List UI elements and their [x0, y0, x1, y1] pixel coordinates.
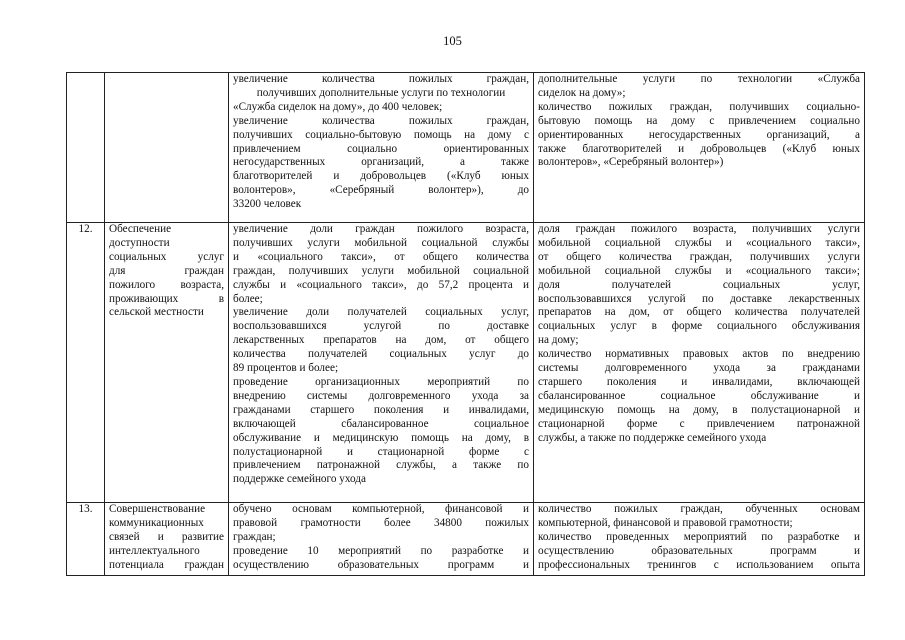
- cell-text-line: осуществлению образовательных программ и: [233, 558, 529, 571]
- cell-text-line: и «социального такси», от общего количества: [233, 250, 529, 263]
- cell-text-line: Совершенствование: [109, 503, 206, 515]
- cell-text-line: компьютерной, финансовой и правовой грамотности;: [538, 516, 793, 529]
- cell-text-line: коммуникационных: [109, 516, 204, 529]
- cell-text-line: увеличение доли граждан пожилого возраста,: [233, 223, 529, 235]
- cell-text-line: количество проведенных мероприятий по разработке и: [538, 530, 860, 543]
- cell-text-line: осуществлению образовательных программ и: [538, 544, 860, 557]
- cell-text-line: мобильной социальной службы и «социального такси»;: [538, 264, 860, 277]
- cell-text-line: полустационарной и стационарной форме с: [233, 445, 529, 458]
- cell-text-line: волонтеров», «Серебряный волонтер»): [538, 156, 724, 169]
- cell-text-line: проживающих в: [109, 292, 224, 305]
- cell-text-line: включающей сбалансированное социальное: [233, 417, 529, 430]
- cell-text-line: профессиональных тренингов с использованием опыта: [538, 558, 860, 571]
- indicators-cell: [534, 503, 865, 576]
- target-indicators-cell: [229, 223, 534, 503]
- cell-text-line: количество пожилых граждан, обученных основам: [538, 503, 860, 515]
- direction-cell: [105, 503, 229, 576]
- direction-cell: [105, 223, 229, 503]
- cell-text-line: медицинскую помощь на дому, в полустационарной и: [538, 403, 860, 416]
- cell-text-line: количество пожилых граждан, получивших социально-: [538, 100, 860, 113]
- cell-text-line: лекарственных препаратов на дом, от общего: [233, 334, 529, 347]
- cell-text-line: службы, а также по поддержке семейного ухода: [538, 431, 767, 444]
- cell-text-line: службы и «социального такси», до 57,2 процента и: [233, 278, 529, 291]
- cell-text-line: привлечением патронажной службы, а также по: [233, 459, 529, 472]
- cell-text-line: пожилого возраста,: [109, 278, 224, 291]
- cell-text-line: получивших услуги мобильной социальной службы: [233, 236, 529, 249]
- cell-text-line: препаратов на дом, от общего количества получателей: [538, 306, 860, 319]
- table-row: [67, 503, 865, 576]
- cell-text-line: мобильной социальной службы и «социального такси»,: [538, 236, 860, 249]
- cell-text-line: для граждан: [109, 264, 224, 277]
- direction-cell: [105, 73, 229, 223]
- cell-text-line: граждан, получивших услуги мобильной социальной: [233, 264, 529, 277]
- cell-text-line: увеличение количества пожилых граждан,: [233, 73, 529, 85]
- cell-text-line: волонтеров», «Серебряный волонтер»), до: [233, 184, 529, 197]
- cell-text-line: привлечением социально ориентированных: [233, 142, 529, 155]
- indicators-cell: [534, 223, 865, 503]
- cell-text-line: Обеспечение: [109, 223, 172, 235]
- cell-text-line: сбалансированное социальное обслуживание и: [538, 389, 860, 402]
- cell-text-line: бытовую помощь на дому с привлечением социально: [538, 114, 860, 127]
- cell-text-line: количества получателей социальных услуг до: [233, 348, 529, 361]
- cell-text-line: увеличение количества пожилых граждан,: [233, 114, 529, 127]
- cell-text-line: благотворителей и добровольцев («Клуб юных: [233, 170, 529, 183]
- row-number-cell: 12.: [67, 223, 105, 503]
- cell-text-line: доля граждан пожилого возраста, получивших услуги: [538, 223, 860, 235]
- cell-text-line: доля получателей социальных услуг,: [538, 278, 860, 291]
- cell-text-line: «Служба сиделок на дому», до 400 человек;: [233, 100, 443, 113]
- table-row: [67, 223, 865, 503]
- cell-text-line: доступности: [109, 236, 170, 249]
- indicators-cell: [534, 73, 865, 223]
- cell-text-line: проведение 10 мероприятий по разработке и: [233, 544, 529, 557]
- cell-text-line: старшего поколения и инвалидами, включающей: [538, 375, 860, 388]
- cell-text-line: поддержке семейного ухода: [233, 473, 366, 486]
- table-row: [67, 73, 865, 223]
- cell-text-line: внедрению системы долговременного ухода за: [233, 389, 529, 402]
- target-indicators-cell: [229, 73, 534, 223]
- cell-text-line: более;: [233, 292, 263, 305]
- cell-text-line: стационарной форме с привлечением патронажной: [538, 417, 860, 430]
- cell-text-line: проведение организационных мероприятий по: [233, 375, 529, 388]
- cell-text-line: увеличение доли получателей социальных услуг,: [233, 306, 529, 319]
- cell-text-line: также благотворителей и добровольцев («Клуб юных: [538, 142, 860, 155]
- cell-text-line: воспользовавшихся услугой по доставке лекарственных: [538, 292, 860, 305]
- cell-text-line: негосударственных организаций, а также: [233, 156, 529, 169]
- cell-text-line: интеллектуального: [109, 544, 200, 557]
- cell-text-line: социальных услуг в форме социального обслуживания: [538, 320, 860, 333]
- cell-text-line: системы долговременного ухода за гражданами: [538, 362, 860, 375]
- cell-text-line: на дому;: [538, 334, 579, 347]
- cell-text-line: 89 процентов и более;: [233, 362, 339, 375]
- cell-text-line: социальных услуг: [109, 250, 224, 263]
- cell-text-line: связей и развитие: [109, 530, 224, 543]
- cell-text-line: гражданами старшего поколения и инвалидами,: [233, 403, 529, 416]
- cell-text-line: воспользовавшихся услугой по доставке: [233, 320, 529, 333]
- row-number-cell: 13.: [67, 503, 105, 576]
- cell-text-line: от общего количества граждан, получивших услуги: [538, 250, 860, 263]
- document-table: [66, 72, 865, 576]
- cell-text-line: ориентированных негосударственных организаций, а: [538, 128, 860, 141]
- row-number-cell: [67, 73, 105, 223]
- cell-text-line: 33200 человек: [233, 198, 302, 211]
- cell-text-line: количество нормативных правовых актов по внедрению: [538, 348, 860, 361]
- cell-text-line: обслуживание и медицинскую помощь на дому, в: [233, 431, 529, 444]
- page-number: 105: [443, 34, 462, 48]
- cell-text-line: обучено основам компьютерной, финансовой и: [233, 503, 529, 515]
- cell-text-line: получивших социально-бытовую помощь на дому с: [233, 128, 529, 141]
- cell-text-line: дополнительные услуги по технологии «Служба: [538, 73, 860, 85]
- cell-text-line: сельской местности: [109, 306, 204, 319]
- cell-text-line: получивших дополнительные услуги по технологии: [256, 86, 506, 99]
- cell-text-line: правовой грамотности более 34800 пожилых: [233, 516, 529, 529]
- cell-text-line: граждан;: [233, 530, 276, 543]
- cell-text-line: потенциала граждан: [109, 558, 224, 571]
- target-indicators-cell: [229, 503, 534, 576]
- cell-text-line: сиделок на дому»;: [538, 86, 626, 99]
